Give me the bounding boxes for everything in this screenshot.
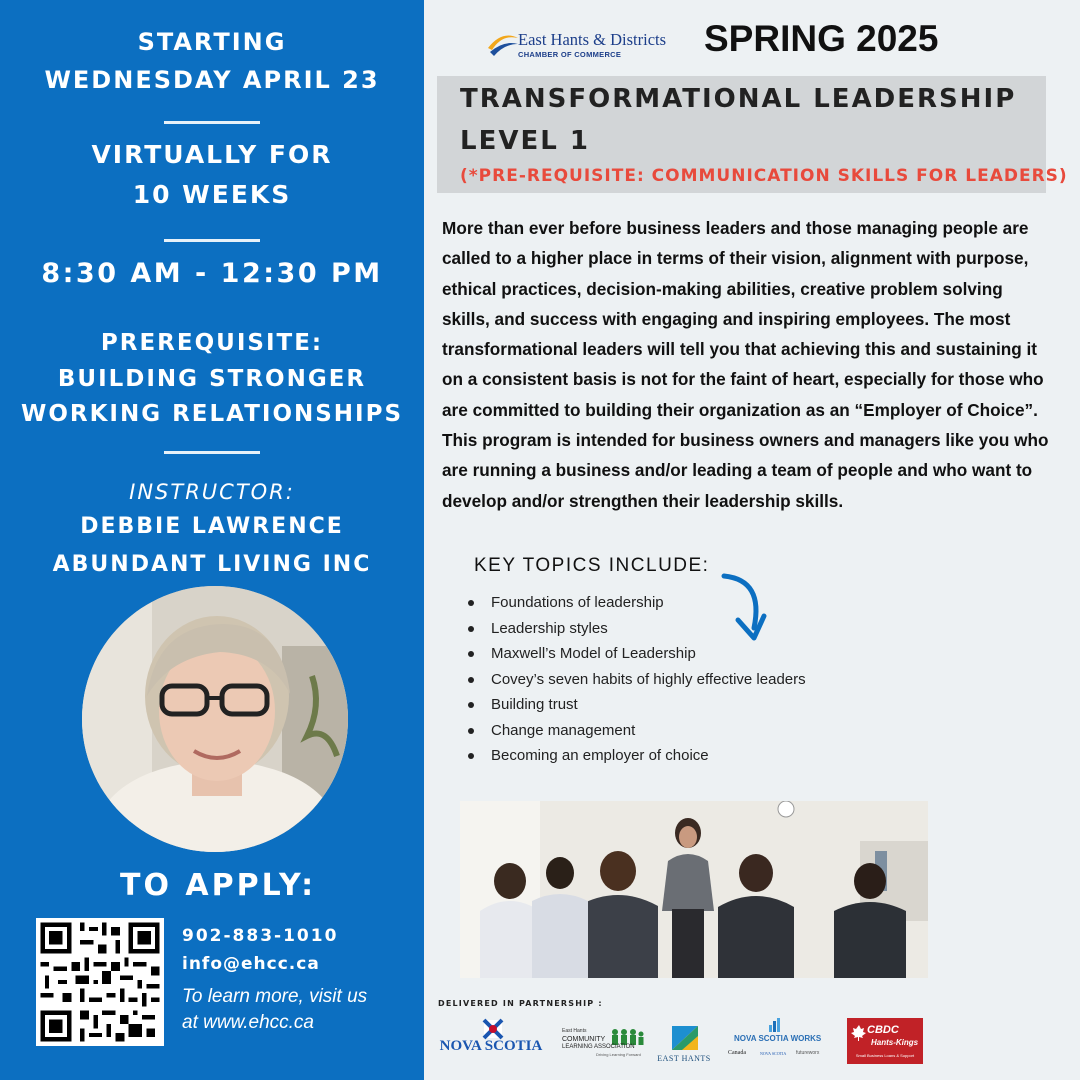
partnership-label: DELIVERED IN PARTNERSHIP : (438, 999, 603, 1008)
chamber-logo (486, 26, 686, 66)
topic-label: Becoming an employer of choice (491, 747, 709, 764)
east-hants-logo (650, 1018, 718, 1064)
nova-scotia-works-wordmark: NOVA SCOTIA WORKS (734, 1034, 822, 1043)
class-time: 8:30 AM - 12:30 PM (41, 258, 383, 289)
prerequisite-line1: PREREQUISITE: (100, 330, 324, 356)
nova-scotia-logo (436, 1018, 546, 1064)
divider (164, 239, 260, 242)
instructor-portrait-image (82, 586, 348, 852)
list-item (466, 667, 806, 693)
apply-heading: TO APPLY: (120, 868, 317, 903)
cbdc-wordmark: CBDC (867, 1024, 899, 1036)
topic-label: Covey’s seven habits of highly effective leaders (491, 670, 806, 688)
bullet-icon (468, 600, 474, 606)
divider (164, 451, 260, 454)
prerequisite-line3: WORKING RELATIONSHIPS (20, 401, 404, 427)
left-panel (0, 0, 424, 1080)
east-hants-wordmark: EAST HANTS (657, 1054, 711, 1063)
instructor-company: ABUNDANT LIVING INC (52, 552, 372, 577)
topic-label: Maxwell’s Model of Leadership (491, 645, 696, 662)
clans-line2: LEARNING ASSOCIATION (562, 1044, 635, 1050)
bullet-icon (468, 753, 474, 759)
east-hants-emblem-icon (670, 1024, 700, 1052)
email-link[interactable]: info@ehcc.ca (182, 954, 320, 974)
bullet-icon (468, 651, 474, 657)
canada-wordmark: Canada (728, 1050, 746, 1056)
virtual-duration-line1: VIRTUALLY FOR (91, 140, 333, 169)
topic-label: Change management (491, 721, 636, 739)
nova-scotia-works-logo (726, 1018, 830, 1064)
learn-more-line1: To learn more, visit us (182, 986, 368, 1007)
prerequisite-line2: BUILDING STRONGER (57, 366, 367, 392)
clans-logo (560, 1018, 646, 1064)
cbdc-logo (847, 1018, 923, 1064)
qr-code[interactable] (36, 918, 164, 1046)
qr-code-icon (36, 918, 164, 1046)
futureworx-wordmark: futureworx (796, 1050, 820, 1056)
chamber-swoosh-icon (486, 32, 520, 58)
instructor-photo (82, 586, 348, 852)
start-date: WEDNESDAY APRIL 23 (44, 66, 380, 94)
bullet-icon (468, 626, 474, 632)
website-link[interactable]: at www.ehcc.ca (182, 1012, 314, 1033)
bullet-icon (468, 728, 474, 734)
clans-small-label: East Hants (562, 1028, 587, 1034)
virtual-duration-line2: 10 WEEKS (132, 180, 292, 209)
bullet-icon (468, 702, 474, 708)
instructor-name: DEBBIE LAWRENCE (80, 514, 344, 539)
key-topics-list (466, 590, 806, 769)
list-item (466, 590, 806, 616)
list-item (466, 718, 806, 744)
instructor-label: INSTRUCTOR: (129, 480, 295, 504)
list-item (466, 616, 806, 642)
starting-label: STARTING (137, 28, 287, 56)
list-item (466, 641, 806, 667)
chamber-subtitle: CHAMBER OF COMMERCE (518, 50, 622, 59)
topic-label: Leadership styles (491, 619, 608, 637)
topic-label: Foundations of leadership (491, 594, 664, 611)
topic-label: Building trust (491, 696, 578, 713)
divider (164, 121, 260, 124)
maple-leaf-icon (850, 1024, 868, 1042)
nova-scotia-wordmark: NOVA SCOTIA (439, 1038, 543, 1054)
list-item (466, 743, 806, 769)
clans-line1: COMMUNITY (562, 1036, 606, 1043)
bar-graph-icon (768, 1018, 782, 1032)
cbdc-region: Hants-Kings (871, 1038, 919, 1047)
bullet-icon (468, 677, 474, 683)
season-heading: SPRING 2025 (704, 18, 939, 59)
key-topics-title: KEY TOPICS INCLUDE: (474, 555, 710, 576)
list-item (466, 692, 806, 718)
nova-scotia-small-wordmark: NOVA SCOTIA (760, 1051, 787, 1056)
course-title-line1: TRANSFORMATIONAL LEADERSHIP (460, 84, 1017, 114)
cbdc-tagline: Small Business Loans & Support (855, 1053, 915, 1058)
phone-number[interactable]: 902-883-1010 (182, 926, 339, 946)
course-prerequisite: (*PRE-REQUISITE: COMMUNICATION SKILLS FOR LEADERS) (460, 166, 1068, 186)
classroom-photo (460, 801, 928, 978)
classroom-image (460, 801, 928, 978)
clans-tagline: Driving Learning Forward (596, 1052, 641, 1057)
course-description: More than ever before business leaders and those managing people are called to a higher place in terms of their vision, alignment with purpose, ethical practices, decision-making abilities, creative problem solving skills, and success with engaging and inspiring employees. The most transformational leaders will tell you that achieving this and sustaining it on a consistent basis is not for the faint of heart, especially for those who are committed to building their organization as an “Employer of Choice”. This program is intended for business owners and managers like you who are running a business and/or leading a team of people and who want to develop and/or strengthen their leadership skills. (442, 218, 1049, 511)
course-title-line2: LEVEL 1 (460, 126, 590, 156)
chamber-name: East Hants & Districts (518, 30, 667, 49)
